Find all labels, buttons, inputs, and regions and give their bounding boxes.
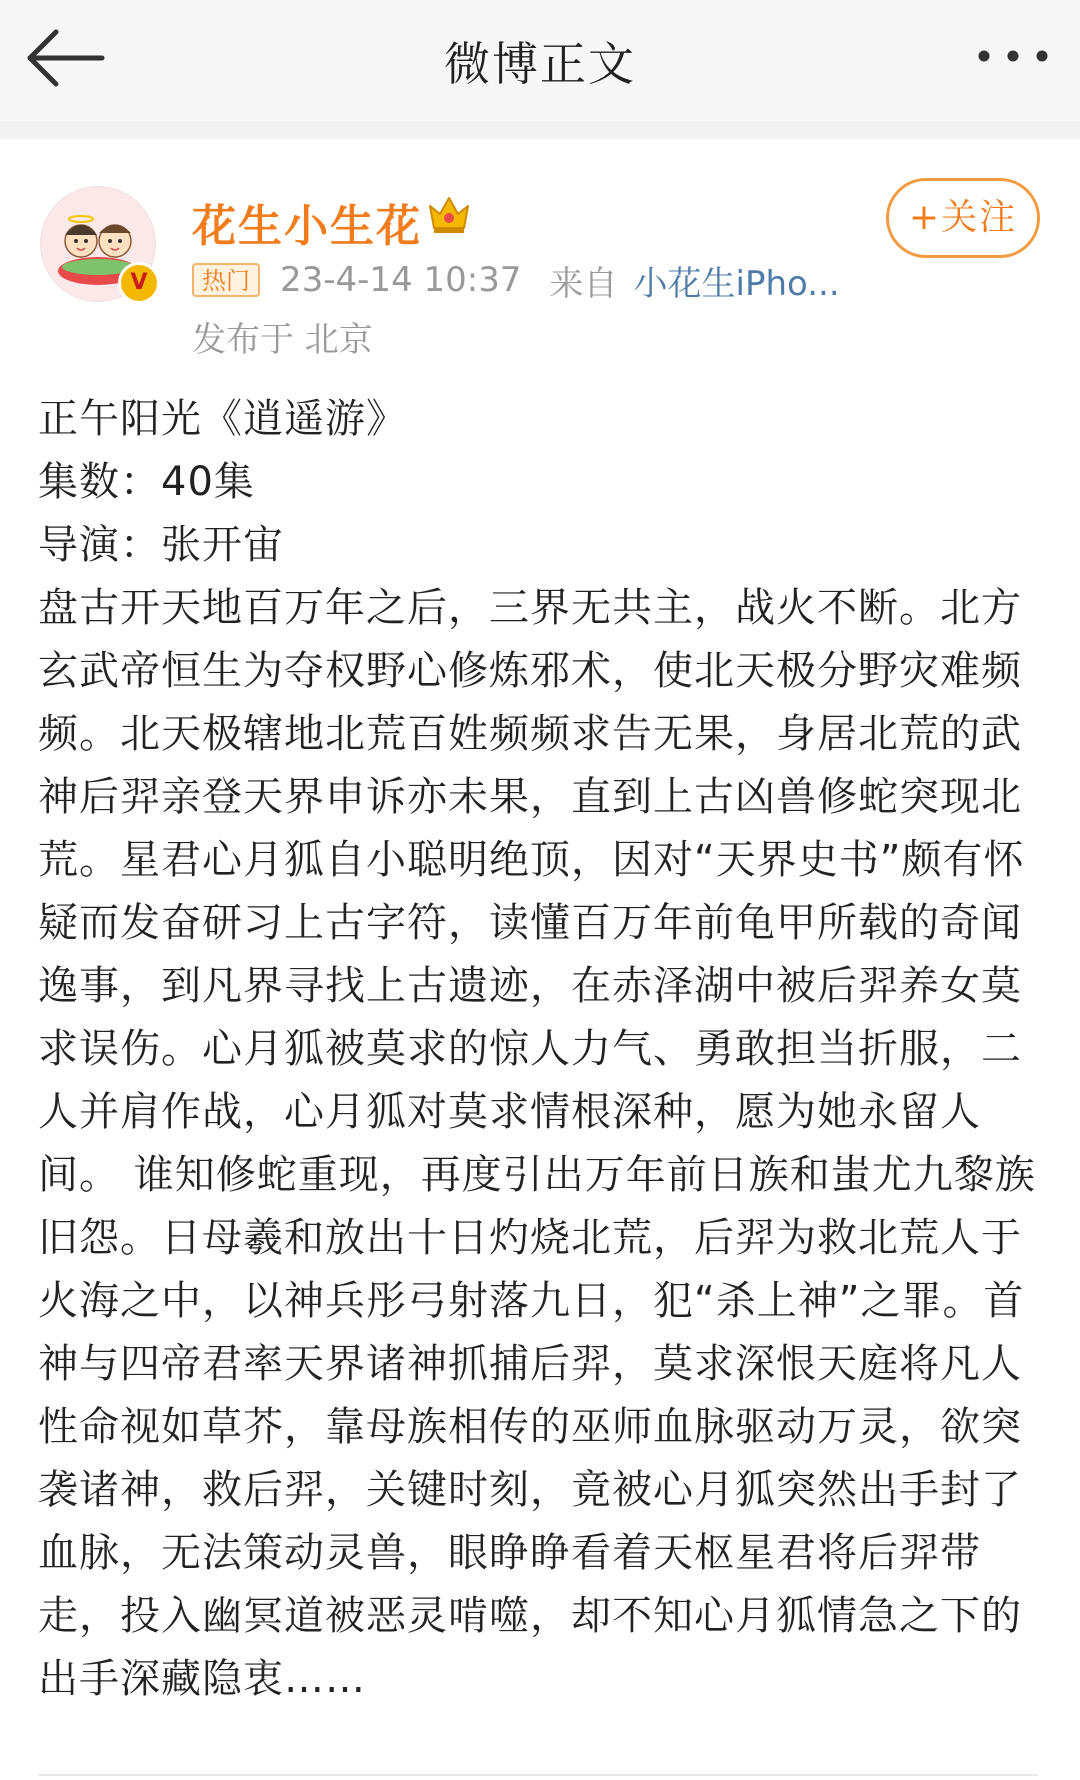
hot-badge: 热门 — [192, 263, 260, 297]
post-meta — [192, 258, 840, 302]
more-button[interactable] — [958, 26, 1068, 86]
source-prefix: 来自 — [549, 263, 618, 304]
post-content: 正午阳光《逍遥游》 集数：40集 导演：张开宙 盘古开天地百万年之后，三界无共主，战火不断。北方玄武帝恒生为夺权野心修炼邪术，使北天极分野灾难频频。北天极辖地北荒百姓频频求告无果，身居北荒的武神后羿亲登天界申诉亦未果，直到上古凶兽修蛇突现北荒。星君心月狐自小聪明绝顶，因对“天界史书”颇有怀疑而发奋研习上古字符，读懂百万年前龟甲所载的奇闻逸事，到凡界寻找上古遗迹，在赤泽湖中被后羿养女莫求误伤。心月狐被莫求的惊人力气、勇敢担当折服，二人并肩作战，心月狐对莫求情根深种，愿为她永留人间。 谁知修蛇重现，再度引出万年前日族和蚩尤九黎族旧怨。日母羲和放出十日灼烧北荒，后羿为救北荒人于火海之中，以神兵彤弓射落九日，犯“杀上神”之罪。首神与四帝君率天界诸神抓捕后羿，莫求深恨天庭将凡人性命视如草芥，靠母族相传的巫师血脉驱动万灵，欲突袭诸神，救后羿，关键时刻，竟被心月狐突然出手封了血脉，无法策动灵兽，眼睁睁看着天枢星君将后羿带走，投入幽冥道被恶灵啃噬，却不知心月狐情急之下的出手深藏隐衷…… — [38, 396, 1036, 1702]
content-divider — [38, 1774, 1038, 1776]
author-name[interactable]: 花生小生花 — [192, 201, 422, 252]
post-location: 发布于 北京 — [192, 320, 373, 360]
crown-icon — [426, 192, 472, 236]
page-title: 微博正文 — [444, 37, 636, 91]
author-avatar[interactable] — [40, 186, 160, 306]
follow-button[interactable]: +关注 — [886, 178, 1040, 258]
section-divider — [0, 123, 1080, 139]
more-dots-icon — [958, 26, 1068, 86]
verified-v-icon: V — [118, 262, 160, 304]
top-nav-bar — [0, 0, 1080, 123]
post-time: 23-4-14 10:37 — [280, 260, 522, 300]
source-link[interactable]: 小花生iPho... — [633, 263, 840, 304]
